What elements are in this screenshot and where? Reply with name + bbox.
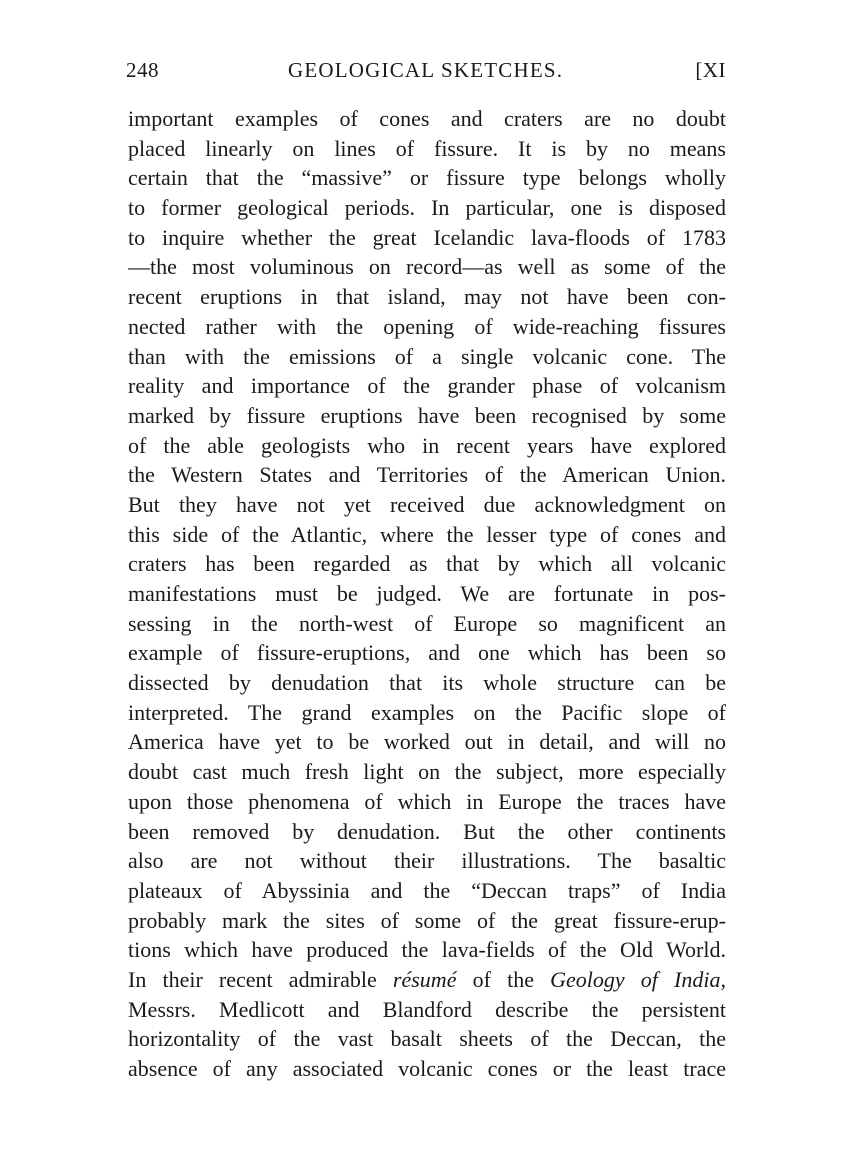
- page-number: 248: [126, 58, 159, 82]
- book-page: [128, 58, 726, 1084]
- text-line-32: horizontality of the vast basalt sheets of the Deccan, the: [128, 1026, 726, 1052]
- running-header: [128, 58, 726, 94]
- italic-geology-of-india: Geology of India,: [550, 966, 726, 992]
- text-line-30-start: In their recent admirable: [128, 966, 393, 992]
- text-line-29: tions which have produced the lava-fields of the Old World.: [128, 937, 726, 963]
- body-text: [128, 104, 726, 1084]
- text-line-2: placed linearly on lines of fissure. It is by no means: [128, 135, 726, 161]
- text-line-26: also are not without their illustrations. The basaltic: [128, 848, 726, 874]
- text-line-3: certain that the “massive” or fissure type belongs wholly: [128, 165, 726, 191]
- text-line-1: important examples of cones and craters are no doubt: [128, 106, 726, 131]
- text-line-24: upon those phenomena of which in Europe the traces have: [128, 788, 726, 814]
- text-line-23: doubt cast much fresh light on the subject, more especially: [128, 759, 726, 785]
- section-marker: [XI: [695, 58, 726, 82]
- text-line-28: probably mark the sites of some of the great fissure-erup-: [128, 907, 726, 933]
- text-line-33: absence of any associated volcanic cones or the least trace: [128, 1056, 726, 1081]
- text-line-30: [128, 965, 726, 995]
- text-line-15: this side of the Atlantic, where the lesser type of cones and: [128, 521, 726, 547]
- text-line-6: —the most voluminous on record—as well as some of the: [128, 254, 726, 280]
- text-line-22: America have yet to be worked out in detail, and will no: [128, 729, 726, 755]
- text-line-25: been removed by denudation. But the other continents: [128, 818, 726, 844]
- text-line-5: to inquire whether the great Icelandic lava-floods of 1783: [128, 224, 726, 250]
- text-line-13: the Western States and Territories of the American Union.: [128, 462, 726, 488]
- text-line-11: marked by fissure eruptions have been recognised by some: [128, 402, 726, 428]
- text-line-18: sessing in the north-west of Europe so magnificent an: [128, 610, 726, 636]
- text-line-30-middle: of the: [456, 966, 551, 992]
- text-line-20: dissected by denudation that its whole structure can be: [128, 670, 726, 696]
- text-line-19: example of fissure-eruptions, and one which has been so: [128, 640, 726, 666]
- text-line-9: than with the emissions of a single volcanic cone. The: [128, 343, 726, 369]
- text-line-7: recent eruptions in that island, may not have been con-: [128, 284, 726, 310]
- running-title: GEOLOGICAL SKETCHES.: [288, 58, 564, 82]
- text-line-27: plateaux of Abyssinia and the “Deccan traps” of India: [128, 877, 726, 903]
- text-line-4: to former geological periods. In particular, one is disposed: [128, 195, 726, 221]
- text-line-31: Messrs. Medlicott and Blandford describe the persistent: [128, 996, 726, 1022]
- text-line-10: reality and importance of the grander phase of volcanism: [128, 373, 726, 399]
- text-line-8: nected rather with the opening of wide-reaching fissures: [128, 313, 726, 339]
- text-line-17: manifestations must be judged. We are fortunate in pos-: [128, 581, 726, 606]
- text-line-12: of the able geologists who in recent years have explored: [128, 432, 726, 458]
- text-line-21: interpreted. The grand examples on the Pacific slope of: [128, 699, 726, 725]
- text-line-16: craters has been regarded as that by which all volcanic: [128, 551, 726, 577]
- text-line-14: But they have not yet received due acknowledgment on: [128, 491, 726, 517]
- italic-resume: résumé: [392, 966, 457, 992]
